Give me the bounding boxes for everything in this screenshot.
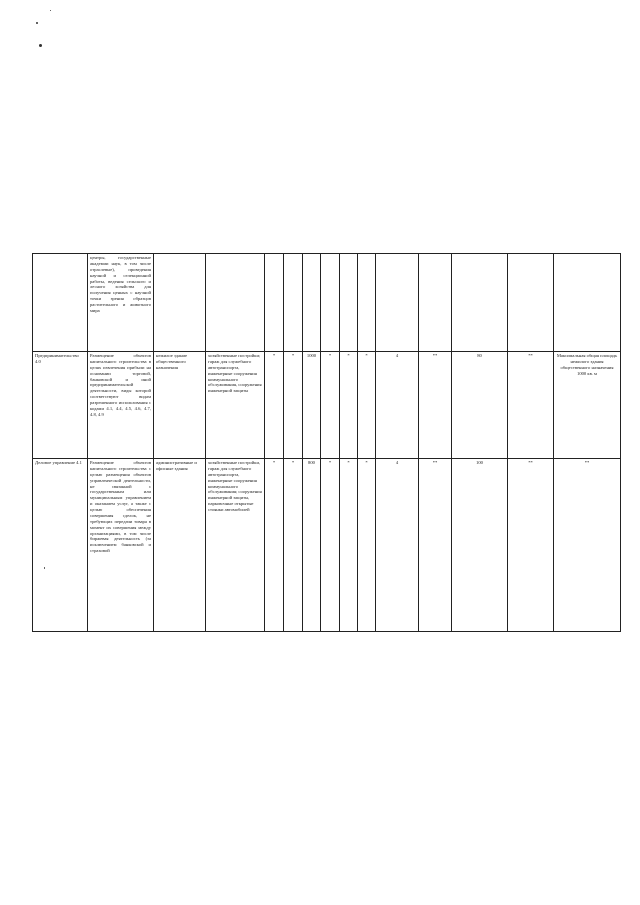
cell: * xyxy=(340,459,358,632)
cell xyxy=(376,254,419,352)
note-cell: ** xyxy=(554,459,621,632)
cell xyxy=(303,254,321,352)
cell: ** xyxy=(419,459,452,632)
auxiliary-uses-cell: хозяйственные постройки; гараж для служебного автотранспорта, инженерные сооружения коммунального обслуживания, сооружения инженерной защиты xyxy=(206,352,265,459)
cell: 80 xyxy=(452,352,508,459)
cell: * xyxy=(284,352,303,459)
auxiliary-uses-cell: хозяйственные постройки, гараж для служебного автотранспорта, инженерные сооружения коммунального обслуживания; сооружения инженерной защиты, парковочные открытые стоянки автомобилей xyxy=(206,459,265,632)
cell: ** xyxy=(508,352,554,459)
use-name-cell: Деловое управление 4.1 xyxy=(33,459,88,632)
table-row xyxy=(33,459,621,632)
cell: 4 xyxy=(376,352,419,459)
cell xyxy=(358,254,376,352)
use-description-cell: Размещение объектов капитального строительства с целью размещения объектов управленческой деятельности, не связанной с государственным или муниципальным управлением и оказанием услуг, а также с целью обеспечения совершения сделок, не требующих передачи товара в момент их совершения между организациями, в том числе биржевая деятельность (за исключением банковской и страховой xyxy=(88,459,154,632)
cell xyxy=(340,254,358,352)
note-cell: Максимальная общая площадь нежилого здания общественного назначения 1000 кв. м xyxy=(554,352,621,459)
use-name-cell: Предпринимательство 4.0 xyxy=(33,352,88,459)
cell: 4 xyxy=(376,459,419,632)
cell: * xyxy=(284,459,303,632)
use-description-cell: Размещение объектов капитального строительства в целях извлечения прибыли на основании торговой, банковской и иной предпринимательской деятельности, виды которой соответствуют видам разрешенного использования с кодами 4.1, 4.4, 4.5, 4.6, 4.7, 4.8, 4.9 xyxy=(88,352,154,459)
cell: ** xyxy=(419,352,452,459)
cell: * xyxy=(358,352,376,459)
land-use-regulations-table xyxy=(32,253,621,632)
use-name-cell xyxy=(33,254,88,352)
cell xyxy=(154,254,206,352)
cell: 800 xyxy=(303,459,321,632)
cell xyxy=(321,254,340,352)
cell: * xyxy=(265,352,284,459)
cell xyxy=(554,254,621,352)
cell xyxy=(284,254,303,352)
scan-speck xyxy=(39,44,42,47)
table-row xyxy=(33,254,621,352)
main-building-type-cell: административные и офисные здания xyxy=(154,459,206,632)
scan-speck xyxy=(36,22,38,24)
cell: 1000 xyxy=(303,352,321,459)
cell: * xyxy=(321,352,340,459)
cell: * xyxy=(358,459,376,632)
cell xyxy=(508,254,554,352)
use-description-cell: центры, государственные академии наук, в том числе отраслевые), проведения научной и селекционной работы, ведения сельского и лесного хозяйства для получения ценных с научной точки зрения образцов растительного и животного мира xyxy=(88,254,154,352)
cell xyxy=(452,254,508,352)
cell xyxy=(419,254,452,352)
cell: 100 xyxy=(452,459,508,632)
cell: ** xyxy=(508,459,554,632)
cell: * xyxy=(321,459,340,632)
cell xyxy=(206,254,265,352)
main-building-type-cell: нежилое здание общественного назначения xyxy=(154,352,206,459)
scan-speck xyxy=(50,10,51,11)
cell: * xyxy=(340,352,358,459)
cell xyxy=(265,254,284,352)
table-row xyxy=(33,352,621,459)
cell: * xyxy=(265,459,284,632)
